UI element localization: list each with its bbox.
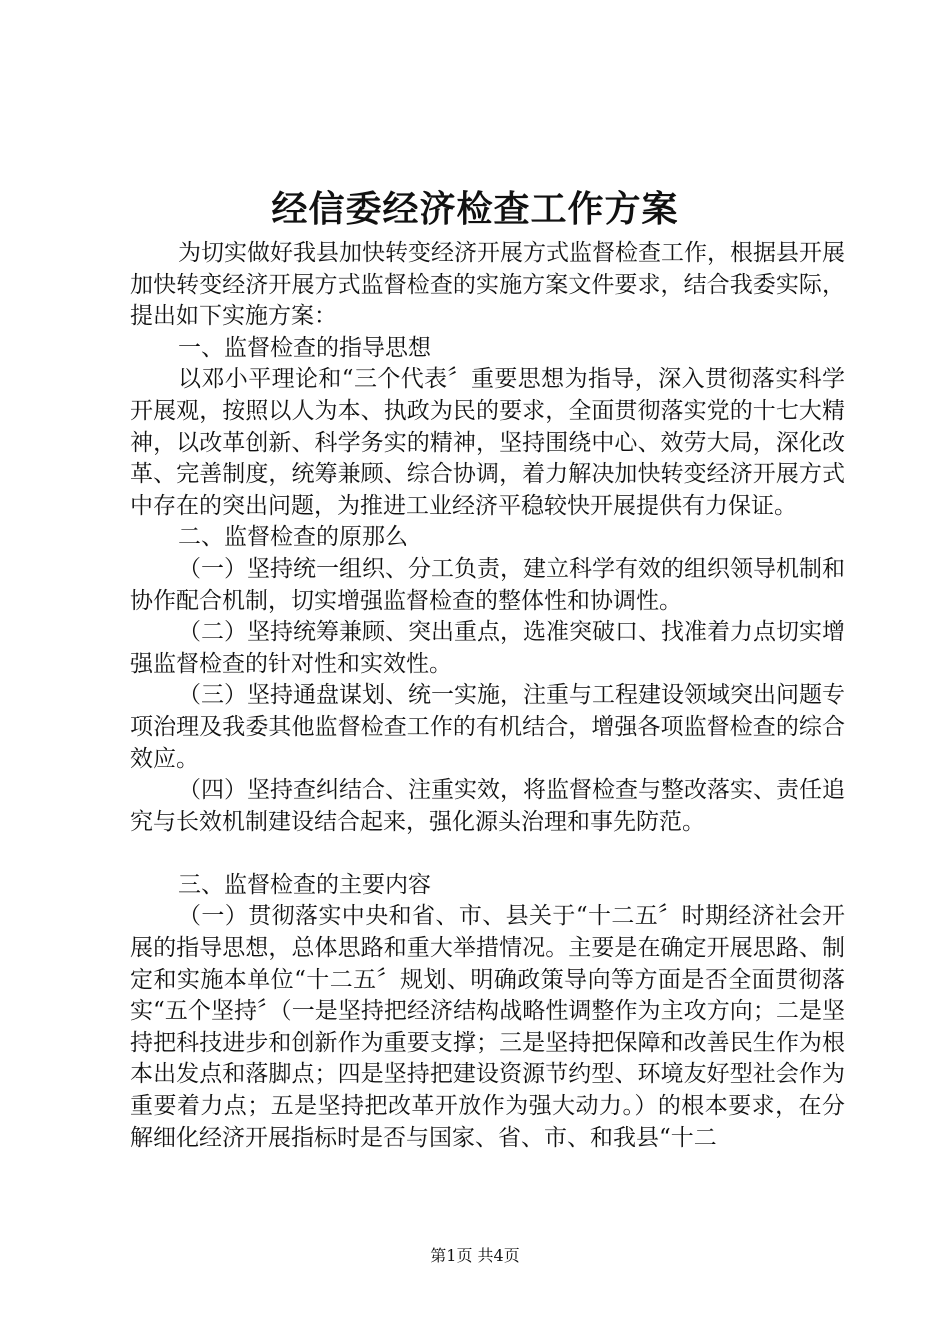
page-number: 第1页 共4页 [430,1246,520,1265]
principle-3-paragraph: （三）坚持通盘谋划、统一实施，注重与工程建设领域突出问题专项治理及我委其他监督检查工作的有机结合，增强各项监督检查的综合效应。 [130,682,845,772]
guiding-thought-paragraph: 以邓小平理论和“三个代表〞重要思想为指导，深入贯彻落实科学开展观，按照以人为本、执政为民的要求，全面贯彻落实党的十七大精神，以改革创新、科学务实的精神，坚持围绕中心、效劳大局，深化改革、完善制度，统筹兼顾、综合协调，着力解决加快转变经济开展方式中存在的突出问题，为推进工业经济平稳较快开展提供有力保证。 [130,366,845,519]
section-heading-2: 二、监督检查的原那么 [178,524,408,551]
principle-1-paragraph: （一）坚持统一组织、分工负责，建立科学有效的组织领导机制和协作配合机制，切实增强监督检查的整体性和协调性。 [130,555,845,614]
document-title: 经信委经济检查工作方案 [271,188,679,230]
section-heading-1: 一、监督检查的指导思想 [178,334,431,361]
content-1-paragraph: （一）贯彻落实中央和省、市、县关于“十二五〞时期经济社会开展的指导思想，总体思路和重大举措情况。主要是在确定开展思路、制定和实施本单位“十二五〞规划、明确政策导向等方面是否全面贯彻落实“五个坚持〞（一是坚持把经济结构战略性调整作为主攻方向；二是坚持把科技进步和创新作为重要支撑；三是坚持把保障和改善民生作为根本出发点和落脚点；四是坚持把建设资源节约型、环境友好型社会作为重要着力点；五是坚持把改革开放作为强大动力。）的根本要求，在分解细化经济开展指标时是否与国家、省、市、和我县“十二 [130,903,845,1151]
intro-paragraph: 为切实做好我县加快转变经济开展方式监督检查工作，根据县开展加快转变经济开展方式监督检查的实施方案文件要求，结合我委实际，提出如下实施方案： [130,240,845,330]
section-heading-3: 三、监督检查的主要内容 [178,871,431,898]
blank-line [130,838,845,870]
principle-4-paragraph: （四）坚持查纠结合、注重实效，将监督检查与整改落实、责任追究与长效机制建设结合起来，强化源头治理和事先防范。 [130,777,845,835]
document-body [130,238,845,1154]
principle-2-paragraph: （二）坚持统筹兼顾、突出重点，选准突破口、找准着力点切实增强监督检查的针对性和实效性。 [130,619,845,677]
